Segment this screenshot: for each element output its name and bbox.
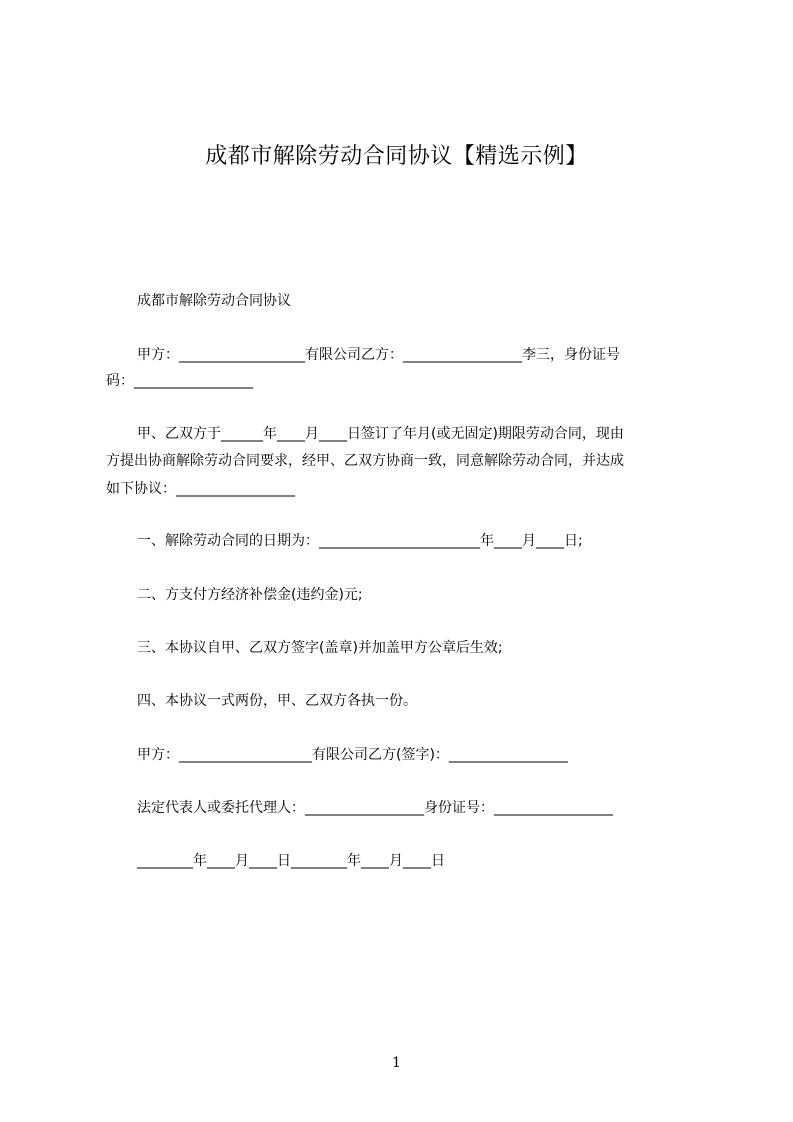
clause-4: 四、本协议一式两份，甲、乙双方各执一份。 — [137, 693, 417, 709]
page-number: 1 — [392, 1055, 401, 1071]
clause-1: 一、解除劳动合同的日期为：_______________________年____月____日; — [137, 533, 583, 549]
parties-line-1: 甲方：__________________有限公司乙方：_________________李三，身份证号 — [137, 347, 620, 363]
parties-line-2: 码：_________________ — [106, 373, 253, 389]
clause-3: 三、本协议自甲、乙双方签字(盖章)并加盖甲方公章后生效; — [137, 640, 503, 656]
agreement-line-2: 方提出协商解除劳动合同要求，经甲、乙双方协商一致，同意解除劳动合同，并达成 — [106, 453, 624, 469]
agreement-subtitle: 成都市解除劳动合同协议 — [137, 293, 291, 309]
clause-2: 二、方支付方经济补偿金(违约金)元; — [137, 587, 363, 603]
date-line: ________年____月____日________年____月____日 — [137, 853, 445, 869]
signature-line-2: 法定代表人或委托代理人：_________________身份证号：_________________ — [137, 800, 613, 816]
agreement-line-1: 甲、乙双方于______年____月____日签订了年月(或无固定)期限劳动合同，现由 — [137, 426, 624, 442]
document-title: 成都市解除劳动合同协议【精选示例】 — [205, 144, 588, 169]
signature-line-1: 甲方：___________________有限公司乙方(签字)：_________________ — [137, 747, 568, 763]
agreement-line-3: 如下协议：_________________ — [106, 481, 295, 497]
